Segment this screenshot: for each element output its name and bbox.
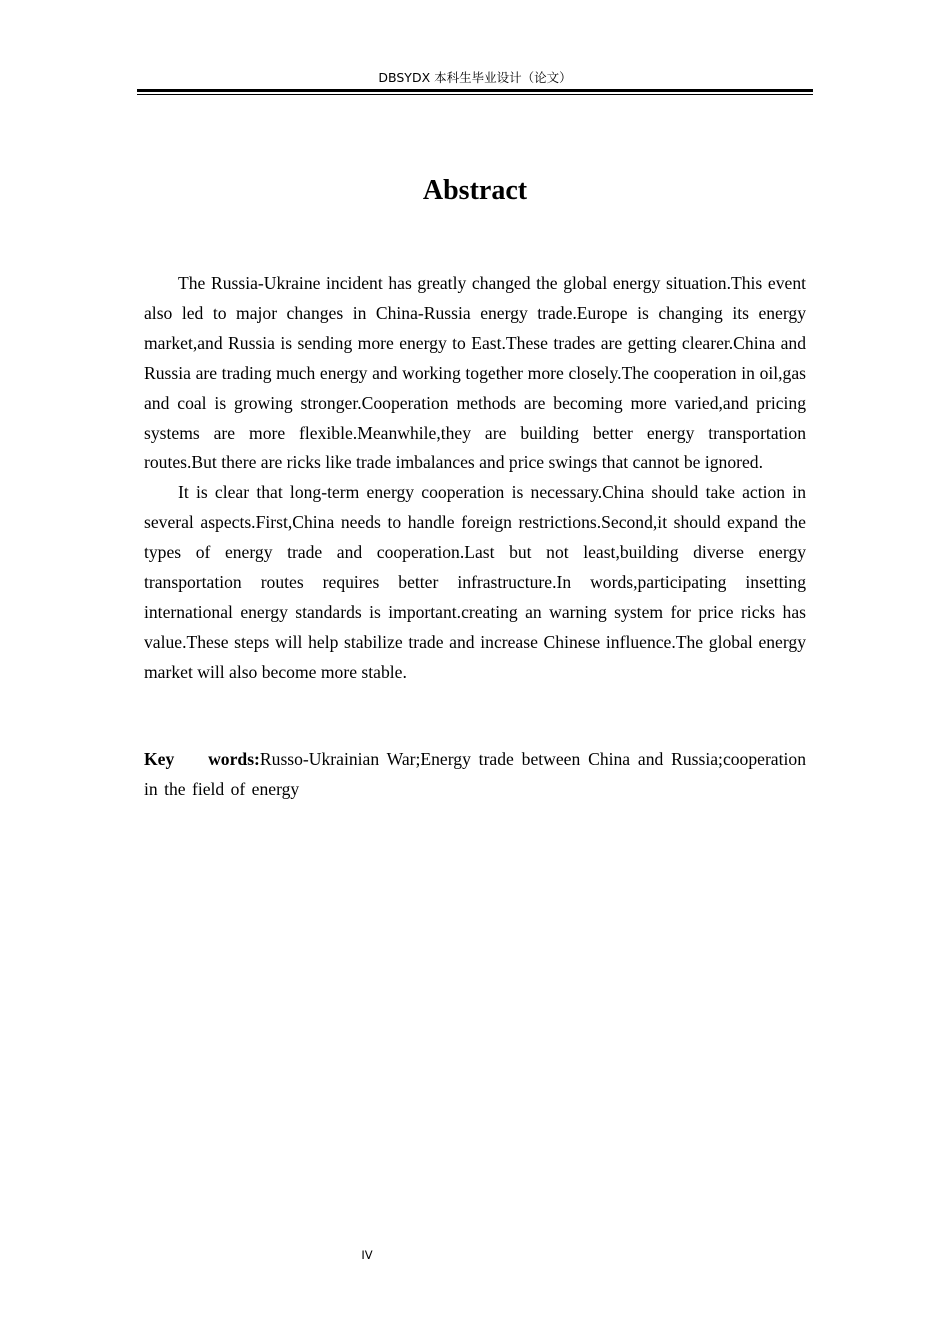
abstract-paragraph-2: It is clear that long-term energy cooperation is necessary.China should take action in several aspects.First,China needs to handle foreign restrictions.Second,it should expand the types of energy trade and cooperation.Last but not least,building diverse energy transportation routes requires better infrastructure.In words,participating insetting international energy standards is important.creating an warning system for price ricks has value.These steps will help stabilize trade and increase Chinese influence.The global energy market will also become more stable. <box>144 482 806 682</box>
keywords-text: Russo-Ukrainian War;Energy trade between China and Russia;cooperation in the field of energy <box>144 749 806 799</box>
keywords-label: Key words: <box>144 749 260 769</box>
abstract-body <box>144 269 806 688</box>
abstract-title: Abstract <box>422 175 528 206</box>
keywords-section <box>144 745 806 805</box>
header-rule-thin <box>137 94 813 95</box>
header-rule-thick <box>137 89 813 92</box>
page-header: DBSYDX 本科生毕业设计（论文） <box>378 70 572 85</box>
page-number: IV <box>361 1248 373 1262</box>
abstract-paragraph-1: The Russia-Ukraine incident has greatly changed the global energy situation.This event also led to major changes in China-Russia energy trade.Europe is changing its energy market,and Russia is sending more energy to East.These trades are getting clearer.China and Russia are trading much energy and working together more closely.The cooperation in oil,gas and coal is growing stronger.Cooperation methods are becoming more varied,and pricing systems are more flexible.Meanwhile,they are building better energy transportation routes.But there are ricks like trade imbalances and price swings that cannot be ignored. <box>144 273 806 473</box>
